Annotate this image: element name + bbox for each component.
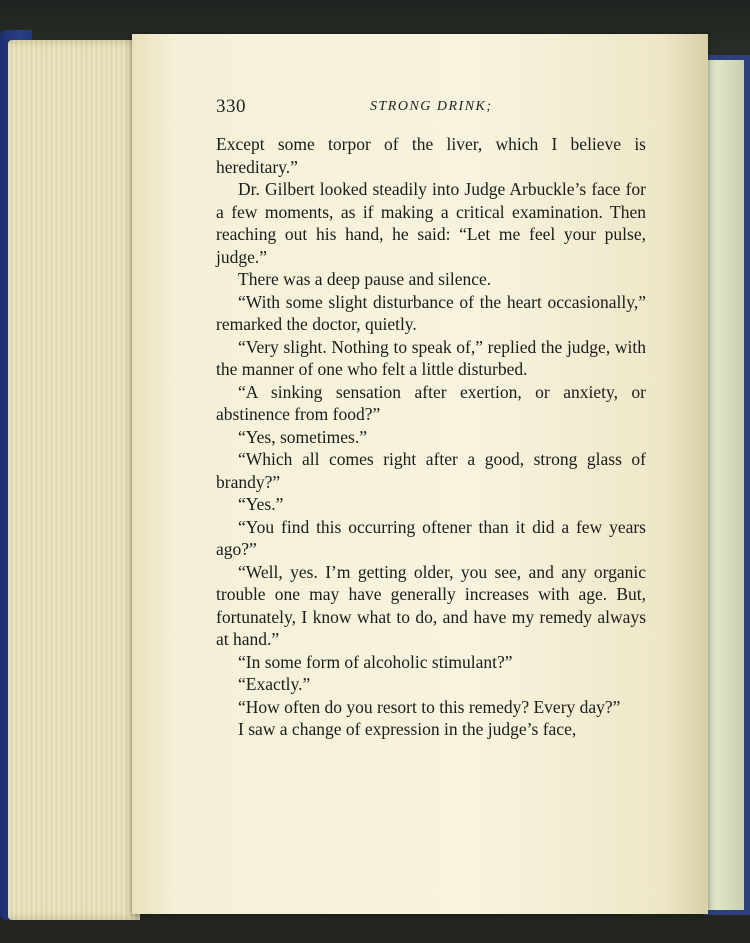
- paragraph: “You find this occurring oftener than it did a few years ago?”: [216, 516, 646, 559]
- paragraph: “With some slight disturbance of the heart occasionally,” remarked the doctor, quietly.: [216, 291, 646, 334]
- paragraph: Dr. Gilbert looked steadily into Judge Arbuckle’s face for a few moments, as if making a critical examination. Then reaching out his hand, he said: “Let me feel your pulse, judge.”: [216, 179, 646, 267]
- paragraph: “Very slight. Nothing to speak of,” replied the judge, with the manner of one who felt a little disturbed.: [216, 336, 646, 379]
- paragraph: “Which all comes right after a good, strong glass of brandy?”: [216, 449, 646, 492]
- body-text: [216, 133, 646, 741]
- paragraph: “Exactly.”: [238, 674, 311, 694]
- page-number: 330: [216, 96, 246, 117]
- paragraph: I saw a change of expression in the judge’s face,: [238, 719, 577, 739]
- paragraph: “Yes.”: [238, 494, 284, 514]
- paragraph: “How often do you resort to this remedy? Every day?”: [238, 696, 621, 717]
- page-header: [216, 96, 646, 120]
- paragraph: There was a deep pause and silence.: [238, 269, 492, 289]
- paragraph: “A sinking sensation after exertion, or anxiety, or abstinence from food?”: [216, 381, 646, 424]
- paragraph: “Yes, sometimes.”: [238, 426, 367, 447]
- page-edges: [8, 40, 140, 920]
- paragraph: Except some torpor of the liver, which I believe is hereditary.”: [216, 134, 646, 177]
- running-head: STRONG DRINK;: [370, 99, 493, 114]
- paragraph: “Well, yes. I’m getting older, you see, and any organic trouble one may have generally increases with age. But, fortunately, I know what to do, and have my remedy always at hand.”: [216, 561, 646, 649]
- paragraph: “In some form of alcoholic stimulant?”: [238, 651, 513, 672]
